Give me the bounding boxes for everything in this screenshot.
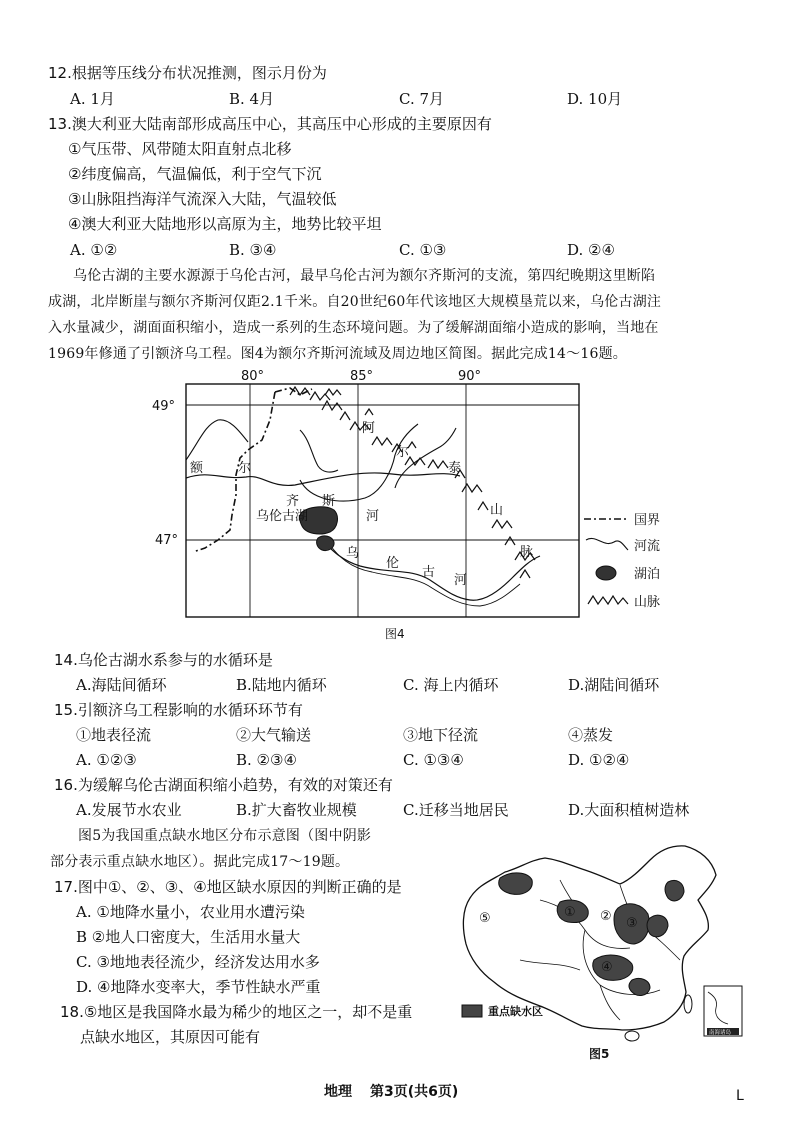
region-label-1: ① bbox=[564, 905, 576, 920]
legend-shortage-symbol bbox=[462, 1005, 482, 1017]
label-er1: 尔 bbox=[238, 461, 252, 476]
inset-label: 南海诸岛 bbox=[709, 1030, 732, 1036]
q15-stem: 15.引额济乌工程影响的水循环环节有 bbox=[54, 701, 303, 719]
q13-option-b: B. ③④ bbox=[229, 241, 277, 259]
label-tai: 泰 bbox=[448, 461, 462, 476]
q12-option-b: B. 4月 bbox=[229, 90, 275, 108]
q13-option-c: C. ①③ bbox=[399, 241, 447, 259]
q13-stem: 13.澳大利亚大陆南部形成高压中心，其高压中心形成的主要原因有 bbox=[48, 115, 492, 133]
q16-option-c: C.迁移当地居民 bbox=[403, 801, 509, 819]
passage1-line-3: 入水量减少，湖面面积缩小，造成一系列的生态环境问题。为了缓解湖面缩小造成的影响，当地在 bbox=[48, 320, 659, 336]
shortage-region-3b bbox=[647, 915, 668, 937]
shortage-region-4 bbox=[593, 955, 633, 980]
label-lake: 乌伦古湖 bbox=[256, 509, 309, 524]
q12-stem: 12.根据等压线分布状况推测，图示月份为 bbox=[48, 64, 327, 82]
label-qi: 齐 bbox=[286, 494, 300, 509]
lat-label-47: 47° bbox=[155, 533, 179, 548]
lon-label-85: 85° bbox=[350, 369, 374, 384]
passage1-line-1: 乌伦古湖的主要水源源于乌伦古河，最早乌伦古河为额尔齐斯河的支流，第四纪晚期这里断陷 bbox=[73, 268, 656, 284]
label-er2: 尔 bbox=[396, 445, 410, 460]
china-outline bbox=[463, 846, 716, 1030]
q15-option-a: A. ①②③ bbox=[76, 751, 137, 769]
label-si: 斯 bbox=[322, 494, 336, 509]
label-he1: 河 bbox=[366, 509, 380, 524]
q15-option-b: B. ②③④ bbox=[236, 751, 297, 769]
legend-shortage-label: 重点缺水区 bbox=[488, 1005, 543, 1018]
label-a: 阿 bbox=[362, 421, 376, 436]
lat-label-49: 49° bbox=[152, 399, 176, 414]
shortage-region-sw bbox=[629, 978, 650, 995]
q14-option-b: B.陆地内循环 bbox=[236, 676, 327, 694]
region-label-2: ② bbox=[600, 909, 612, 924]
q13-item-1: ①气压带、风带随太阳直射点北移 bbox=[68, 140, 292, 158]
taiwan-island bbox=[684, 995, 692, 1013]
q17-option-a: A. ①地降水量小，农业用水遭污染 bbox=[76, 903, 305, 921]
q17-stem: 17.图中①、②、③、④地区缺水原因的判断正确的是 bbox=[54, 878, 402, 896]
province-lines bbox=[520, 880, 680, 1020]
q13-item-4: ④澳大利亚大陆地形以高原为主，地势比较平坦 bbox=[68, 215, 382, 233]
q14-option-d: D.湖陆间循环 bbox=[568, 676, 660, 694]
passage1-line-4: 1969年修通了引额济乌工程。图4为额尔齐斯河流域及周边地区简图。据此完成14～16题。 bbox=[48, 346, 627, 362]
q12-option-a: A. 1月 bbox=[70, 90, 115, 108]
label-wu: 乌 bbox=[346, 546, 360, 561]
shortage-region-ne bbox=[665, 880, 684, 900]
legend-lake-label: 湖泊 bbox=[634, 567, 661, 582]
q15-item-4: ④蒸发 bbox=[568, 726, 614, 744]
q16-option-b: B.扩大畜牧业规模 bbox=[236, 801, 357, 819]
lon-label-90: 90° bbox=[458, 369, 482, 384]
q15-option-c: C. ①③④ bbox=[403, 751, 464, 769]
q12-option-d: D. 10月 bbox=[567, 90, 623, 108]
region-label-5: ⑤ bbox=[479, 911, 491, 926]
q12-option-c: C. 7月 bbox=[399, 90, 445, 108]
label-shan: 山 bbox=[490, 503, 504, 518]
label-mai: 脉 bbox=[520, 545, 534, 560]
q16-option-d: D.大面积植树造林 bbox=[568, 801, 690, 819]
q17-option-c: C. ③地地表径流少，经济发达用水多 bbox=[76, 953, 320, 971]
footer-subject: 地理 bbox=[324, 1084, 352, 1100]
legend-river-label: 河流 bbox=[634, 539, 661, 554]
q16-stem: 16.为缓解乌伦古湖面积缩小趋势，有效的对策还有 bbox=[54, 776, 393, 794]
lon-label-80: 80° bbox=[241, 369, 265, 384]
q13-option-a: A. ①② bbox=[70, 241, 118, 259]
q14-option-a: A.海陆间循环 bbox=[76, 676, 167, 694]
inset-coast bbox=[708, 992, 728, 1024]
q17-option-d: D. ④地降水变率大，季节性缺水严重 bbox=[76, 978, 321, 996]
q18-line-1: 18.⑤地区是我国降水最为稀少的地区之一，却不是重 bbox=[60, 1003, 413, 1021]
legend-border-label: 国界 bbox=[634, 513, 661, 528]
q16-option-a: A.发展节水农业 bbox=[76, 801, 182, 819]
q17-option-b: B ②地人口密度大，生活用水量大 bbox=[76, 928, 301, 946]
region-label-3: ③ bbox=[626, 916, 638, 931]
passage2-line-2: 部分表示重点缺水地区）。据此完成17～19题。 bbox=[50, 854, 350, 870]
passage1-line-2: 成湖，北岸断崖与额尔齐斯河仅距2.1千米。自20世纪60年代该地区大规模垦荒以来，乌伦古湖注 bbox=[48, 294, 662, 310]
footer-mark: L bbox=[736, 1088, 744, 1104]
q15-item-3: ③地下径流 bbox=[403, 726, 479, 744]
q15-item-1: ①地表径流 bbox=[76, 726, 152, 744]
footer-page: 第3页(共6页) bbox=[370, 1084, 459, 1100]
figure4-caption: 图4 bbox=[385, 627, 405, 641]
q13-option-d: D. ②④ bbox=[567, 241, 615, 259]
q13-item-3: ③山脉阻挡海洋气流深入大陆，气温较低 bbox=[68, 190, 337, 208]
q14-option-c: C. 海上内循环 bbox=[403, 676, 499, 694]
q15-option-d: D. ①②④ bbox=[568, 751, 630, 769]
figure5-caption: 图5 bbox=[589, 1047, 610, 1061]
region-label-4: ④ bbox=[601, 960, 613, 975]
label-lun: 伦 bbox=[386, 556, 400, 571]
hainan-island bbox=[625, 1031, 639, 1041]
legend-mountain-label: 山脉 bbox=[634, 595, 661, 610]
q14-stem: 14.乌伦古湖水系参与的水循环是 bbox=[54, 651, 273, 669]
shortage-region-1 bbox=[499, 873, 533, 894]
passage2-line-1: 图5为我国重点缺水地区分布示意图（图中阴影 bbox=[78, 828, 372, 844]
label-gu: 古 bbox=[422, 565, 436, 580]
q15-item-2: ②大气输送 bbox=[236, 726, 312, 744]
q18-line-2: 点缺水地区，其原因可能有 bbox=[80, 1028, 261, 1046]
label-he2: 河 bbox=[454, 573, 468, 588]
q13-item-2: ②纬度偏高，气温偏低，利于空气下沉 bbox=[68, 165, 322, 183]
label-e: 额 bbox=[190, 461, 204, 476]
